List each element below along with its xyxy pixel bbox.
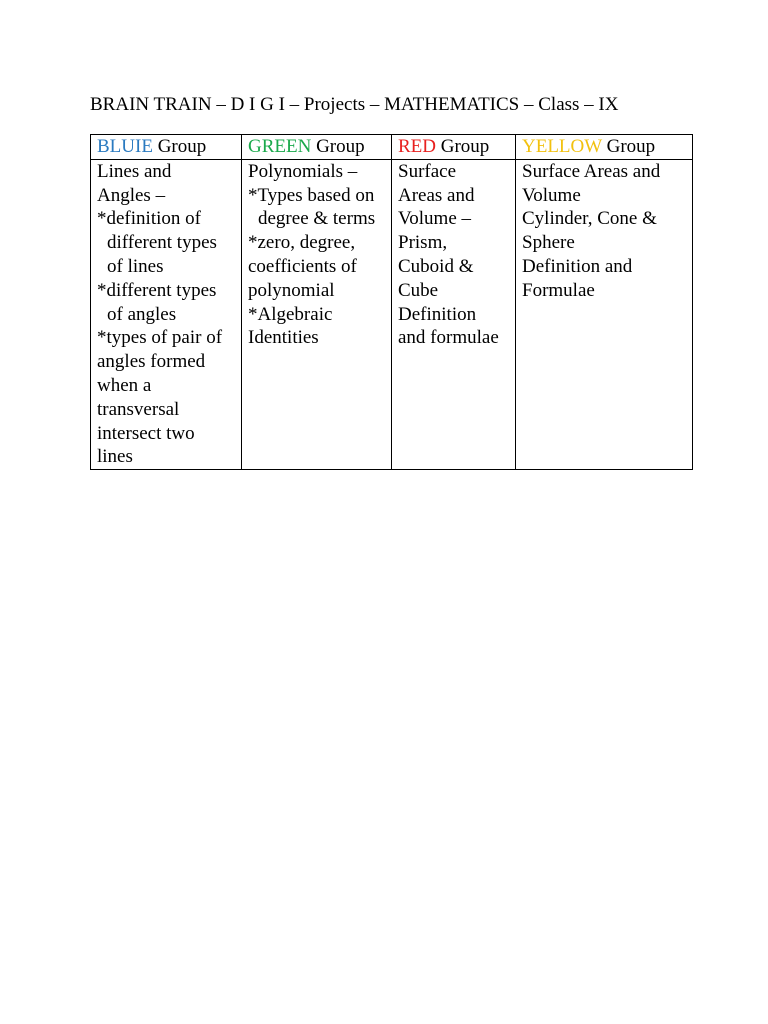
topic-line: of angles [107, 303, 177, 325]
group-label-suffix: Group [152, 136, 207, 157]
topic-line: *different types [97, 279, 217, 301]
projects-table [90, 134, 693, 470]
topic-line: Identities [248, 327, 319, 349]
topic-line: degree & terms [258, 208, 376, 230]
topic-line: *definition of [97, 208, 201, 230]
topic-line: Definition and [522, 255, 633, 277]
topic-line: Volume – [398, 208, 472, 230]
topic-line: Definition [398, 303, 477, 325]
topic-line: Surface Areas and [522, 160, 661, 182]
header-cell-red-group [392, 135, 516, 160]
topic-line: Prism, [398, 232, 448, 254]
red-group-topics-cell [392, 159, 516, 469]
group-color-word: GREEN [248, 136, 312, 157]
topic-line: and formulae [398, 327, 499, 349]
topic-line: transversal [97, 398, 180, 420]
topic-line: Volume [522, 184, 581, 206]
header-cell-blue-group [91, 135, 242, 160]
topic-line: polynomial [248, 279, 335, 301]
topic-line: Surface [398, 160, 457, 182]
topic-line: lines [97, 446, 133, 468]
topic-line: Angles – [97, 184, 166, 206]
topic-line: *zero, degree, [248, 232, 356, 254]
topic-line: when a [97, 374, 152, 396]
group-color-word: YELLOW [522, 136, 602, 157]
topic-line: Cube [398, 279, 439, 301]
topic-line: Polynomials – [248, 160, 358, 182]
group-color-word: RED [398, 136, 436, 157]
group-label-suffix: Group [601, 136, 656, 157]
topic-line: Areas and [398, 184, 475, 206]
group-label-suffix: Group [311, 136, 365, 157]
topic-line: of lines [107, 255, 164, 277]
group-color-word: BLUIE [97, 136, 153, 157]
yellow-group-topics-cell [516, 159, 693, 469]
topic-line: Formulae [522, 279, 595, 301]
document-title: BRAIN TRAIN – D I G I – Projects – MATHEMATICS – Class – IX [90, 94, 619, 115]
header-cell-yellow-group [516, 135, 693, 160]
topic-line: coefficients of [248, 255, 357, 277]
topic-line: *Types based on [248, 184, 375, 206]
topic-line: *types of pair of [97, 327, 223, 349]
topic-line: angles formed [97, 351, 206, 373]
table-body-row [91, 159, 693, 469]
topic-line: intersect two [97, 422, 195, 444]
topic-line: *Algebraic [248, 303, 333, 325]
topic-line: Sphere [522, 232, 575, 254]
header-cell-green-group [242, 135, 392, 160]
topic-line: different types [107, 232, 217, 254]
topic-line: Cylinder, Cone & [522, 208, 657, 230]
blue-group-topics-cell [91, 159, 242, 469]
table-header-row [91, 135, 693, 160]
topic-line: Lines and [97, 160, 172, 182]
topic-line: Cuboid & [398, 255, 474, 277]
green-group-topics-cell [242, 159, 392, 469]
group-label-suffix: Group [436, 136, 490, 157]
